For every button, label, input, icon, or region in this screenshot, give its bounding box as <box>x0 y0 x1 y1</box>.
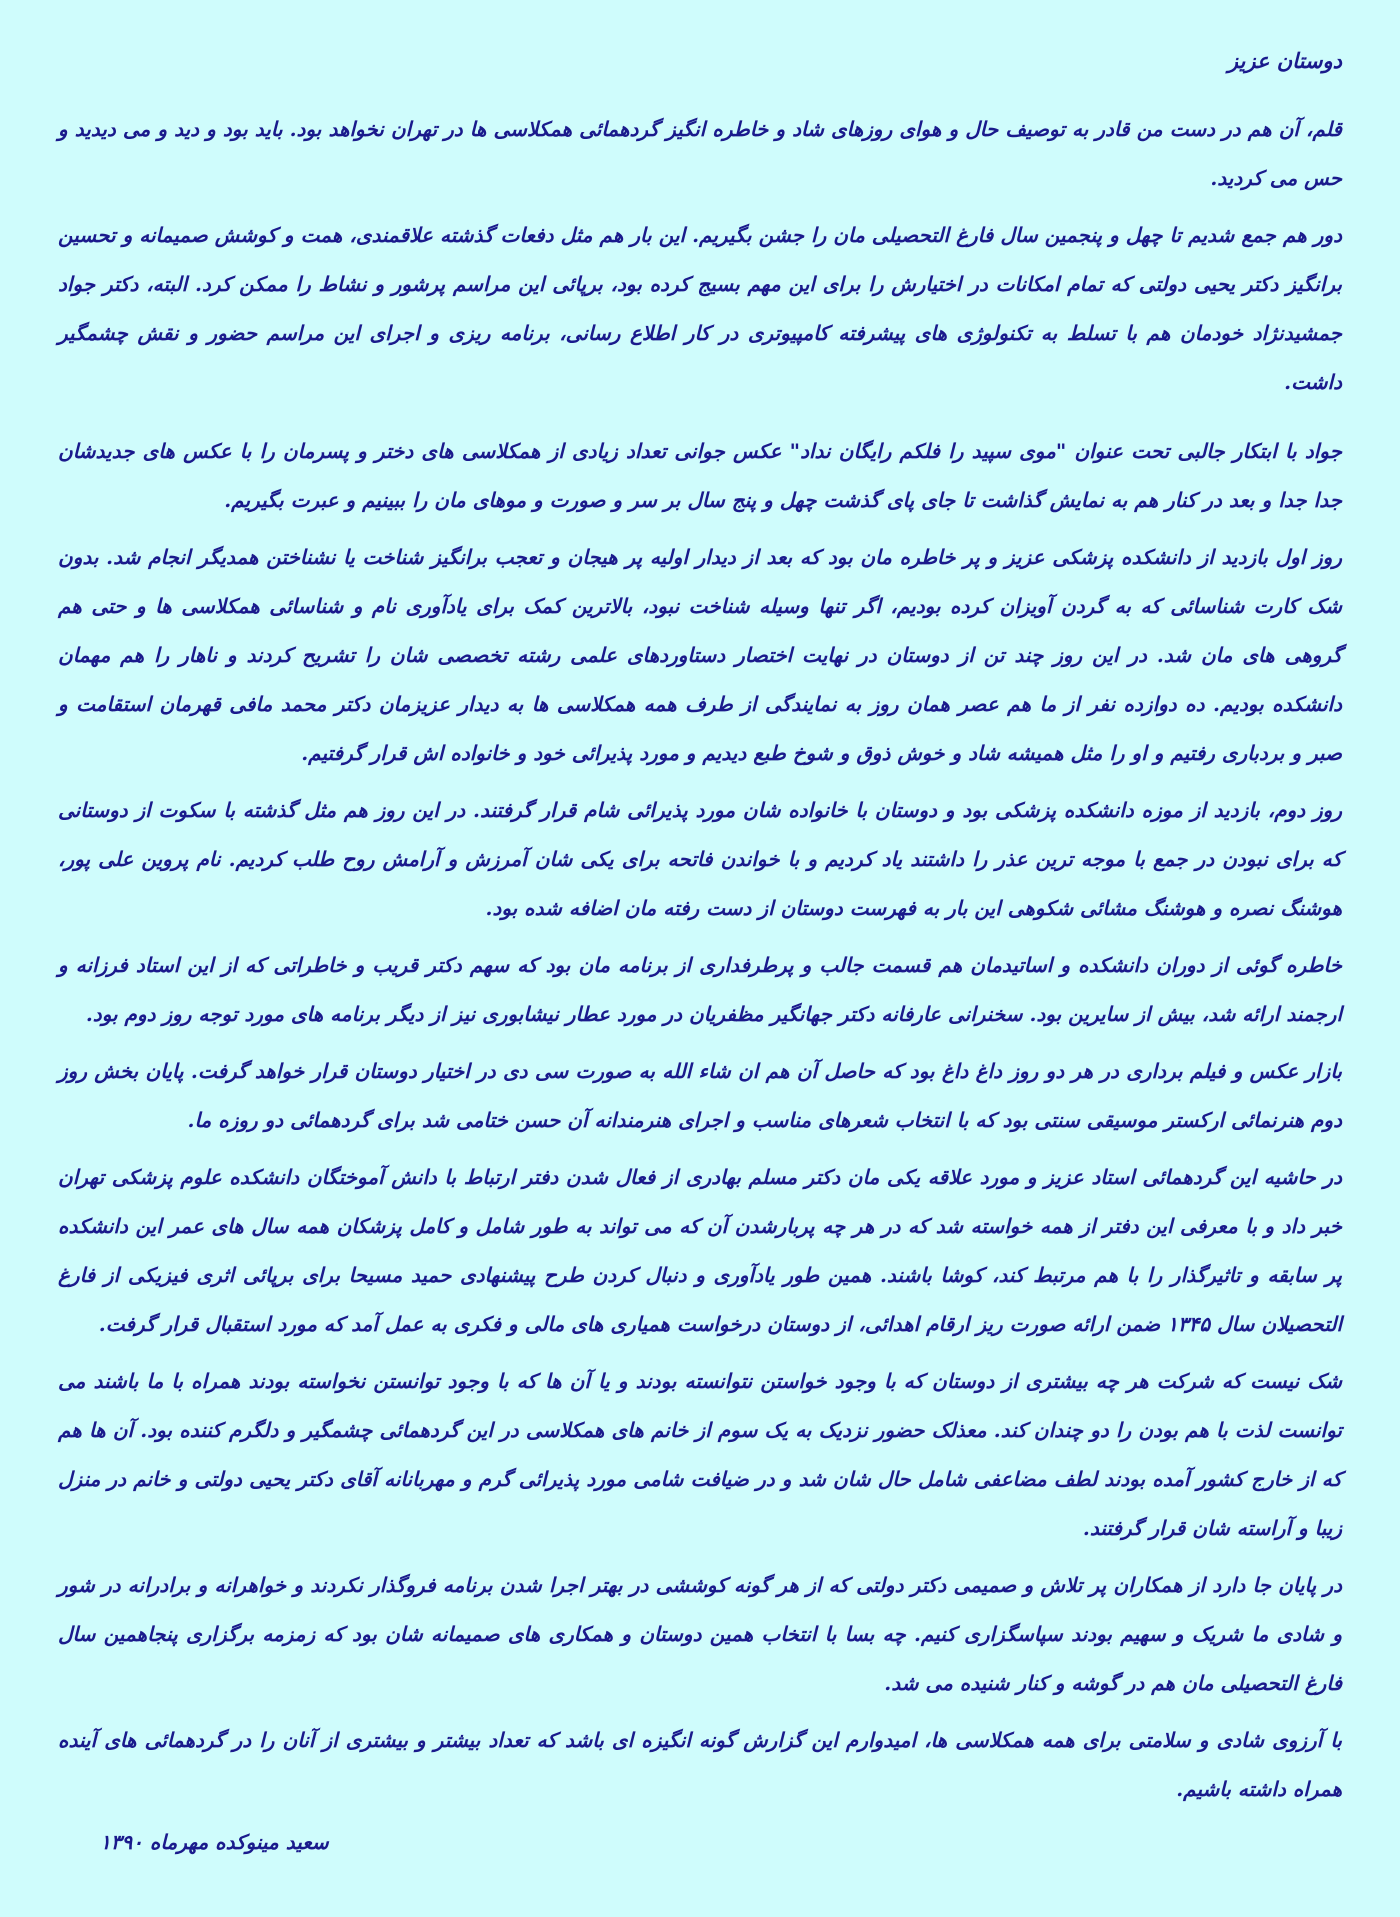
letter-signature: سعید مینوکده مهرماه ۱۳۹۰ <box>100 1830 329 1854</box>
letter-paragraph: با آرزوی شادی و سلامتی برای همه همکلاسی ها، امیدوارم این گزارش گونه انگیزه ای باشد که تعداد بیشتر و بیشتری از آنان را در گردهمائی های آینده همراه داشته باشیم. <box>58 1728 1342 1801</box>
letter-paragraph: شک نیست که شرکت هر چه بیشتری از دوستان که با وجود خواستن نتوانسته بودند و یا آن ها که با وجود توانستن نخواسته بودند همراه با ما باشند می توانست لذت با هم بودن را دو چندان کند. معذلک حضور نزدیک به یک سوم از خانم های همکلاسی در این گردهمائی چشمگیر و دلگرم کننده بود. آن ها هم که از خارج کشور آمده بودند لطف مضاعفی شامل حال شان شد و در ضیافت شامی مورد پذیرائی گرم و مهربانانه آقای دکتر یحیی دولتی و خانم در منزل زیبا و آراسته شان قرار گرفتند. <box>58 1369 1342 1540</box>
letter-paragraph: در حاشیه این گردهمائی استاد عزیز و مورد علاقه یکی مان دکتر مسلم بهادری از فعال شدن دفتر ارتباط با دانش آموختگان دانشکده علوم پزشکی تهران خبر داد و با معرفی این دفتر از همه خواسته شد که در هر چه پربارشدن آن که می تواند به طور شامل و کامل پزشکان همه سال های عمر این دانشکده پر سابقه و تاثیرگذار را با هم مرتبط کند، کوشا باشند. همین طور یادآوری و دنبال کردن طرح پیشنهادی حمید مسیحا برای برپائی اثری فیزیکی از فارغ التحصیلان سال ۱۳۴۵ ضمن ارائه صورت ریز ارقام اهدائی، از دوستان درخواست همیاری های مالی و فکری به عمل آمد که مورد استقبال قرار گرفت. <box>58 1165 1342 1336</box>
letter-paragraph: قلم، آن هم در دست من قادر به توصیف حال و هوای روزهای شاد و خاطره انگیز گردهمائی همکلاسی ها در تهران نخواهد بود. باید بود و دید و می دیدید و حس می کردید. <box>58 117 1342 190</box>
letter-paragraph: روز دوم، بازدید از موزه دانشکده پزشکی بود و دوستان با خانواده شان مورد پذیرائی شام قرار گرفتند. در این روز هم مثل گذشته با سکوت از دوستانی که برای نبودن در جمع با موجه ترین عذر را داشتند یاد کردیم و با خواندن فاتحه برای یکی شان آمرزش و آرامش روح طلب کردیم. نام پروین علی پور، هوشنگ نصره و هوشنگ مشائی شکوهی این بار به فهرست دوستان از دست رفته مان اضافه شده بود. <box>58 798 1342 920</box>
letter-paragraph: بازار عکس و فیلم برداری در هر دو روز داغ داغ بود که حاصل آن هم ان شاء الله به صورت سی دی در اختیار دوستان قرار خواهد گرفت. پایان بخش روز دوم هنرنمائی ارکستر موسیقی سنتی بود که با انتخاب شعرهای مناسب و اجرای هنرمندانه آن حسن ختامی شد برای گردهمائی دو روزه ما. <box>58 1059 1342 1132</box>
letter-paragraph: روز اول بازدید از دانشکده پزشکی عزیز و پر خاطره مان بود که بعد از دیدار اولیه پر هیجان و تعجب برانگیز شناخت یا نشناختن همدیگر انجام شد. بدون شک کارت شناسائی که به گردن آویزان کرده بودیم، اگر تنها وسیله شناخت نبود، بالاترین کمک برای یادآوری نام و شناسائی همکلاسی ها و حتی هم گروهی های مان شد. در این روز چند تن از دوستان در نهایت اختصار دستاوردهای علمی رشته تخصصی شان را تشریح کردند و ناهار را هم مهمان دانشکده بودیم. ده دوازده نفر از ما هم عصر همان روز به نمایندگی از طرف همه همکلاسی ها به دیدار عزیزمان دکتر محمد مافی قهرمان استقامت و صبر و بردباری رفتیم و او را مثل همیشه شاد و خوش ذوق و شوخ طبع دیدیم و مورد پذیرائی خود و خانواده اش قرار گرفتیم. <box>58 545 1342 765</box>
letter-greeting: دوستان عزیز <box>1227 48 1342 73</box>
letter-paragraph: جواد با ابتکار جالبی تحت عنوان "موی سپید را فلکم رایگان نداد" عکس جوانی تعداد زیادی از همکلاسی های دختر و پسرمان را با عکس های جدیدشان جدا جدا و بعد در کنار هم به نمایش گذاشت تا جای پای گذشت چهل و پنج سال بر سر و صورت و موهای مان را ببینیم و عبرت بگیریم. <box>58 439 1342 512</box>
letter-paragraph: دور هم جمع شدیم تا چهل و پنجمین سال فارغ التحصیلی مان را جشن بگیریم. این بار هم مثل دفعات گذشته علاقمندی، همت و کوشش صمیمانه و تحسین برانگیز دکتر یحیی دولتی که تمام امکانات در اختیارش را برای این مهم بسیج کرده بود، برپائی این مراسم پرشور و نشاط را ممکن کرد. البته، دکتر جواد جمشیدنژاد خودمان هم با تسلط به تکنولوژی های پیشرفته کامپیوتری در کار اطلاع رسانی، برنامه ریزی و اجرای این مراسم حضور و نقش چشمگیر داشت. <box>58 223 1342 394</box>
letter-paragraph: خاطره گوئی از دوران دانشکده و اساتیدمان هم قسمت جالب و پرطرفداری از برنامه مان بود که سهم دکتر قریب و خاطراتی که از این استاد فرزانه و ارجمند ارائه شد، بیش از سایرین بود. سخنرانی عارفانه دکتر جهانگیر مظفریان در مورد عطار نیشابوری نیز از دیگر برنامه های مورد توجه روز دوم بود. <box>58 953 1342 1026</box>
letter-paragraph: در پایان جا دارد از همکاران پر تلاش و صمیمی دکتر دولتی که از هر گونه کوششی در بهتر اجرا شدن برنامه فروگذار نکردند و خواهرانه و برادرانه در شور و شادی ما شریک و سهیم بودند سپاسگزاری کنیم. چه بسا با انتخاب همین دوستان و همکاری های صمیمانه شان بود که زمزمه برگزاری پنجاهمین سال فارغ التحصیلی مان هم در گوشه و کنار شنیده می شد. <box>58 1573 1342 1695</box>
